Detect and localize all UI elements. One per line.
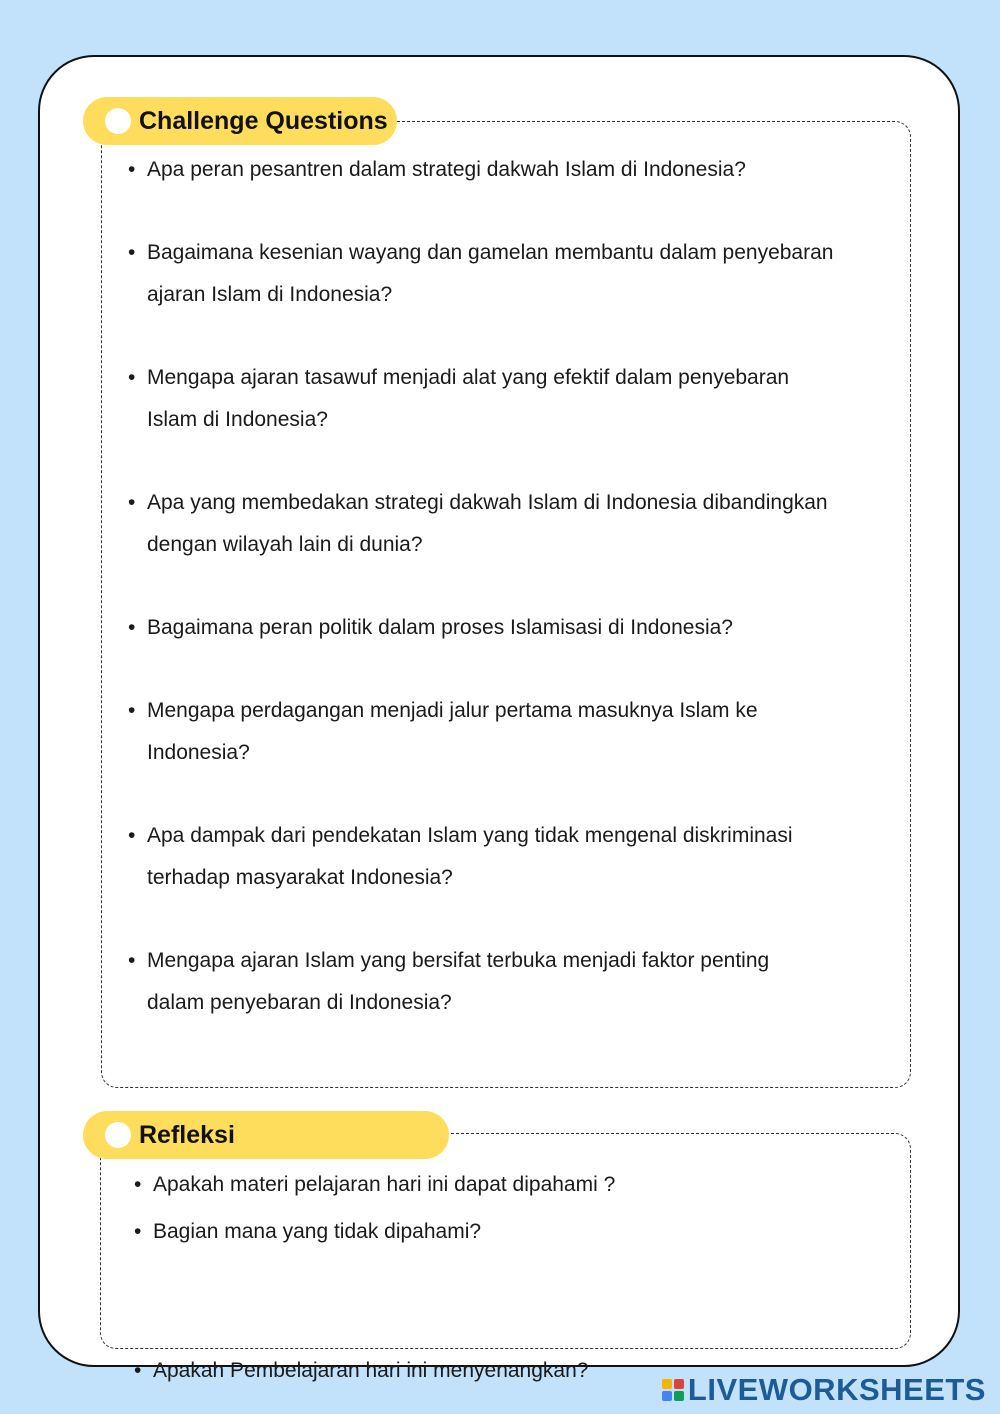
challenge-questions-header — [83, 97, 397, 145]
challenge-question-item — [128, 149, 746, 191]
bullet-icon: • — [128, 699, 136, 722]
bullet-icon: • — [128, 366, 136, 389]
bullet-icon: • — [128, 491, 136, 514]
challenge-question-item — [128, 607, 733, 649]
question-text-line: Indonesia? — [147, 741, 250, 764]
bullet-icon: • — [128, 616, 136, 639]
question-text-line: Apakah materi pelajaran hari ini dapat dipahami ? — [153, 1173, 616, 1196]
question-text-line: Islam di Indonesia? — [147, 408, 328, 431]
challenge-question-item — [128, 690, 758, 774]
logo-square — [674, 1391, 684, 1401]
bullet-icon: • — [128, 241, 136, 264]
question-text-line: Mengapa ajaran tasawuf menjadi alat yang efektif dalam penyebaran — [147, 366, 790, 389]
question-text-line: ajaran Islam di Indonesia? — [147, 283, 393, 306]
worksheet-page — [38, 55, 960, 1382]
logo-square — [662, 1391, 672, 1401]
question-text-line: Mengapa perdagangan menjadi jalur pertama masuknya Islam ke — [147, 699, 758, 722]
liveworksheets-logo-icon — [662, 1379, 684, 1401]
question-text-line: Apa peran pesantren dalam strategi dakwah Islam di Indonesia? — [147, 158, 746, 181]
question-text-line: dengan wilayah lain di dunia? — [147, 533, 423, 556]
bullet-icon: • — [134, 1220, 142, 1243]
logo-square — [662, 1379, 672, 1389]
question-text-line: Bagaimana peran politik dalam proses Islamisasi di Indonesia? — [147, 616, 733, 639]
challenge-question-item — [128, 482, 828, 566]
refleksi-question-item — [134, 1220, 482, 1244]
challenge-question-item — [128, 940, 770, 1024]
refleksi-question-item — [134, 1359, 589, 1383]
bullet-icon: • — [128, 824, 136, 847]
bullet-icon: • — [128, 949, 136, 972]
question-text-line: Bagian mana yang tidak dipahami? — [153, 1220, 482, 1243]
question-text-line: Bagaimana kesenian wayang dan gamelan membantu dalam penyebaran — [147, 241, 834, 264]
logo-text: LIVEWORKSHEETS — [687, 1372, 986, 1407]
challenge-question-item — [128, 357, 790, 441]
question-text-line: Apakah Pembelajaran hari ini menyenangkan? — [153, 1359, 589, 1382]
section-title: Challenge Questions — [139, 106, 388, 135]
logo-square — [674, 1379, 684, 1389]
bullet-icon: • — [134, 1173, 142, 1196]
liveworksheets-logo[interactable] — [662, 1372, 986, 1408]
question-text-line: dalam penyebaran di Indonesia? — [147, 991, 452, 1014]
challenge-question-item — [128, 815, 793, 899]
bullet-icon: • — [128, 158, 136, 181]
question-text-line: terhadap masyarakat Indonesia? — [147, 866, 453, 889]
challenge-question-item — [128, 232, 834, 316]
circle-icon — [105, 108, 131, 134]
refleksi-question-item — [134, 1173, 616, 1197]
question-text-line: Mengapa ajaran Islam yang bersifat terbuka menjadi faktor penting — [147, 949, 770, 972]
question-text-line: Apa dampak dari pendekatan Islam yang tidak mengenal diskriminasi — [147, 824, 793, 847]
bullet-icon: • — [134, 1359, 142, 1382]
circle-icon — [105, 1122, 131, 1148]
refleksi-header — [83, 1111, 449, 1159]
section-title: Refleksi — [139, 1120, 235, 1149]
question-text-line: Apa yang membedakan strategi dakwah Islam di Indonesia dibandingkan — [147, 491, 828, 514]
